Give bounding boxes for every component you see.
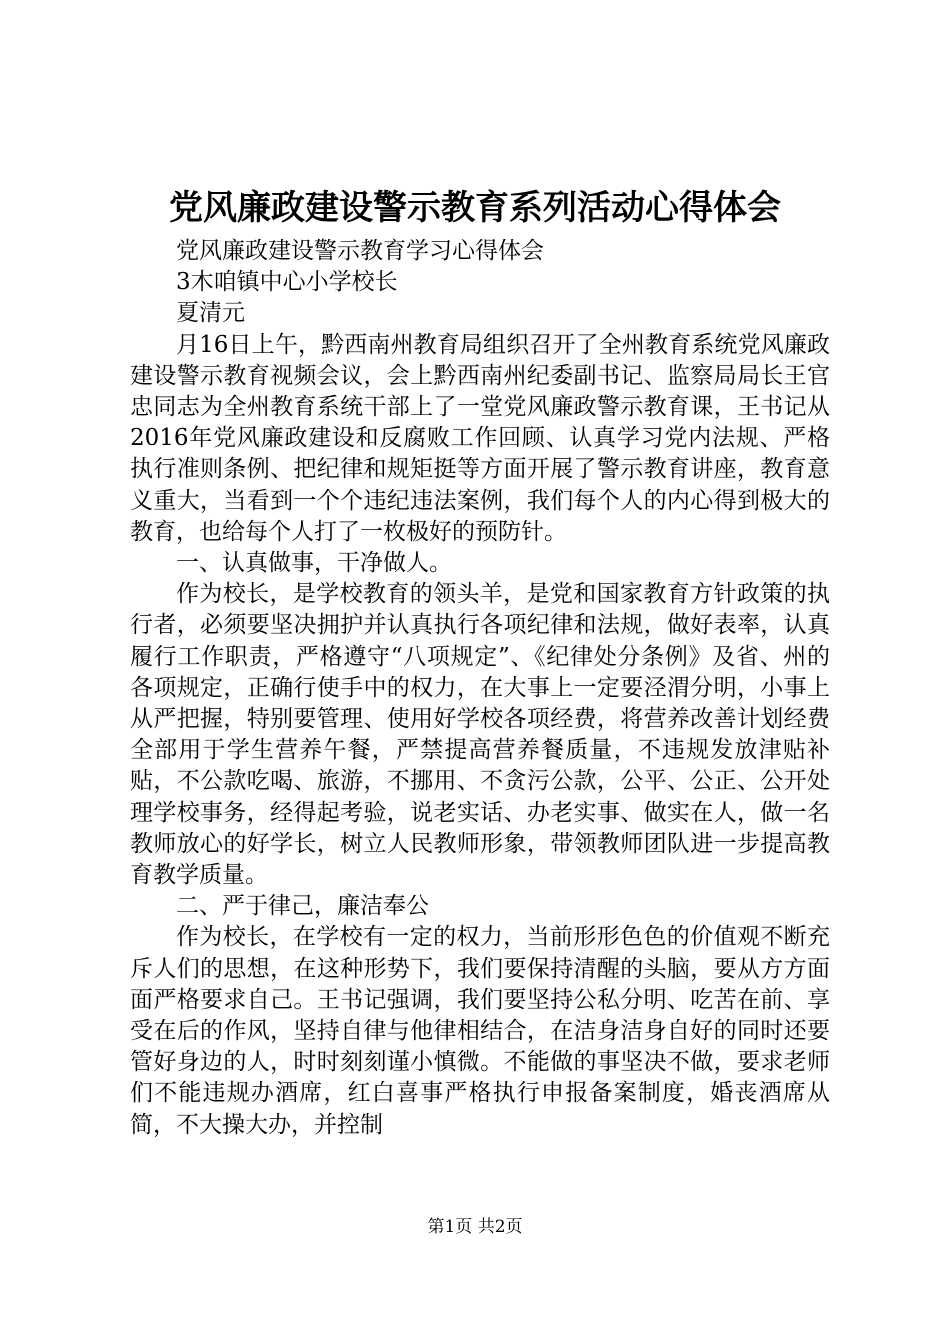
section-heading: 二、严于律己，廉洁奉公 — [176, 893, 429, 920]
section-heading: 一、认真做事，干净做人。 — [176, 550, 452, 577]
author-name: 夏清元 — [176, 300, 245, 327]
document-body — [130, 236, 830, 1141]
page-number-footer: 第1页 共2页 — [427, 1217, 523, 1237]
author-affiliation: 3木咱镇中心小学校长 — [176, 269, 398, 296]
body-paragraph: 作为校长，是学校教育的领头羊，是党和国家教育方针政策的执行者，必须要坚决拥护并认真执行各项纪律和法规，做好表率，认真履行工作职责，严格遵守“八项规定”、《纪律处分条例》及省、州的各项规定，正确行使手中的权力，在大事上一定要泾渭分明，小事上从严把握，特别要管理、使用好学校各项经费，将营养改善计划经费全部用于学生营养午餐，严禁提高营养餐质量，不违规发放津贴补贴，不公款吃喝、旅游，不挪用、不贪污公款，公平、公正、公开处理学校事务，经得起考验，说老实话、办老实事、做实在人，做一名教师放心的好学长，树立人民教师形象，带领教师团队进一步提高教育教学质量。 — [130, 581, 830, 889]
body-paragraph: 月16日上午，黔西南州教育局组织召开了全州教育系统党风廉政建设警示教育视频会议，会上黔西南州纪委副书记、监察局局长王官忠同志为全州教育系统干部上了一堂党风廉政警示教育课，王书记从2016年党风廉政建设和反腐败工作回顾、认真学习党内法规、严格执行准则条例、把纪律和规矩挺等方面开展了警示教育讲座，教育意义重大，当看到一个个违纪违法案例，我们每个人的内心得到极大的教育，也给每个人打了一枚极好的预防针。 — [130, 331, 830, 545]
document-title: 党风廉政建设警示教育系列活动心得体会 — [169, 188, 781, 228]
body-paragraph: 作为校长，在学校有一定的权力，当前形形色色的价值观不断充斥人们的思想，在这种形势下，我们要保持清醒的头脑，要从方方面面严格要求自己。王书记强调，我们要坚持公私分明、吃苦在前、享受在后的作风，坚持自律与他律相结合，在洁身洁身自好的同时还要管好身边的人，时时刻刻谨小慎微。不能做的事坚决不做，要求老师们不能违规办酒席，红白喜事严格执行申报备案制度，婚丧酒席从简，不大操大办，并控制 — [130, 924, 830, 1138]
subtitle-paragraph: 党风廉政建设警示教育学习心得体会 — [176, 238, 544, 264]
